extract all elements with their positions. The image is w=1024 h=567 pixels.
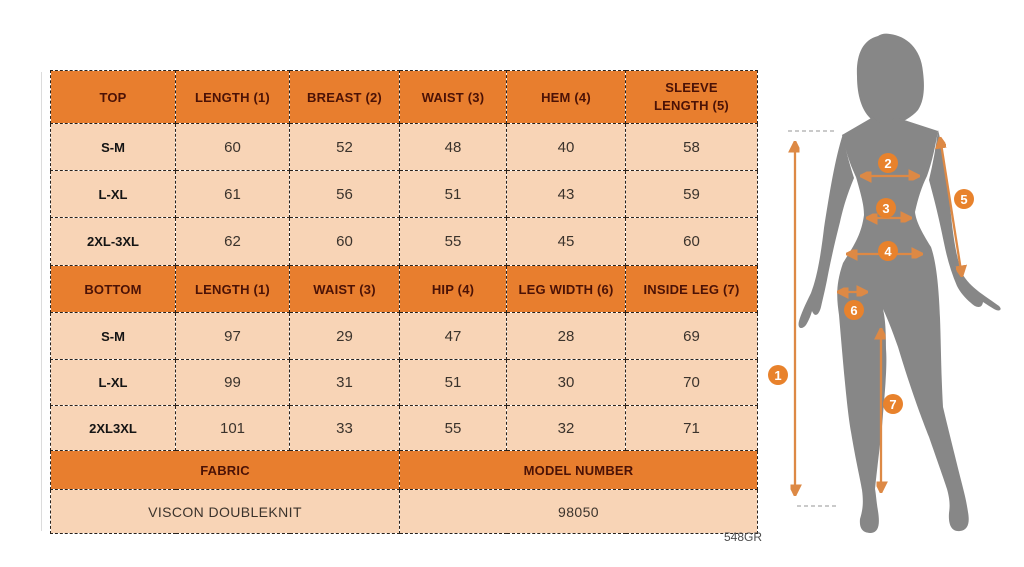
column-header: INSIDE LEG (7) xyxy=(626,266,758,313)
marker-number: 2 xyxy=(884,155,892,171)
measurement-value: 60 xyxy=(176,124,290,171)
fabric-header: FABRIC xyxy=(51,451,400,490)
measurement-value: 56 xyxy=(290,171,400,218)
figure-marker-1 xyxy=(768,365,788,385)
silhouette-head xyxy=(857,34,924,126)
table-row xyxy=(51,171,758,218)
size-label: S-M xyxy=(51,313,176,360)
info-value-row xyxy=(51,490,758,534)
column-header: LENGTH (1) xyxy=(176,266,290,313)
measurement-value: 69 xyxy=(626,313,758,360)
marker-number: 4 xyxy=(884,243,892,259)
measurement-value: 47 xyxy=(400,313,507,360)
measurement-value: 33 xyxy=(290,406,400,451)
table-row xyxy=(51,313,758,360)
measurement-figure xyxy=(760,0,1024,567)
page-edge-line xyxy=(41,72,42,531)
size-label: 2XL3XL xyxy=(51,406,176,451)
table-row xyxy=(51,218,758,266)
measurement-value: 71 xyxy=(626,406,758,451)
column-header: WAIST (3) xyxy=(290,266,400,313)
measurement-value: 60 xyxy=(290,218,400,266)
marker-number: 5 xyxy=(960,191,968,207)
column-header: LENGTH (1) xyxy=(176,71,290,124)
measurement-value: 62 xyxy=(176,218,290,266)
measurement-value: 29 xyxy=(290,313,400,360)
figure-marker-4 xyxy=(878,241,898,261)
measurement-value: 101 xyxy=(176,406,290,451)
table-row xyxy=(51,360,758,406)
measurement-value: 31 xyxy=(290,360,400,406)
measurement-value: 55 xyxy=(400,218,507,266)
table-row xyxy=(51,124,758,171)
size-label: S-M xyxy=(51,124,176,171)
measurement-value: 97 xyxy=(176,313,290,360)
measurement-value: 55 xyxy=(400,406,507,451)
measurement-value: 32 xyxy=(507,406,626,451)
measurement-value: 40 xyxy=(507,124,626,171)
silhouette-right-arm xyxy=(929,130,1001,310)
info-header-row xyxy=(51,451,758,490)
section-title-top: TOP xyxy=(51,71,176,124)
size-label: L-XL xyxy=(51,171,176,218)
measurement-value: 28 xyxy=(507,313,626,360)
measurement-value: 99 xyxy=(176,360,290,406)
top-header-row xyxy=(51,71,758,124)
model-number-value: 98050 xyxy=(400,490,758,534)
measurement-value: 30 xyxy=(507,360,626,406)
section-title-bottom: BOTTOM xyxy=(51,266,176,313)
size-label: L-XL xyxy=(51,360,176,406)
table-row xyxy=(51,406,758,451)
fabric-value: VISCON DOUBLEKNIT xyxy=(51,490,400,534)
measurement-value: 51 xyxy=(400,360,507,406)
size-label: 2XL-3XL xyxy=(51,218,176,266)
female-silhouette xyxy=(799,34,1001,533)
measurement-value: 52 xyxy=(290,124,400,171)
column-header: HEM (4) xyxy=(507,71,626,124)
model-number-header: MODEL NUMBER xyxy=(400,451,758,490)
measurement-value: 45 xyxy=(507,218,626,266)
column-header: LEG WIDTH (6) xyxy=(507,266,626,313)
measurement-value: 48 xyxy=(400,124,507,171)
figure-marker-5 xyxy=(954,189,974,209)
column-header: WAIST (3) xyxy=(400,71,507,124)
marker-number: 6 xyxy=(850,302,858,318)
column-header: HIP (4) xyxy=(400,266,507,313)
marker-number: 3 xyxy=(882,200,890,216)
size-chart-table xyxy=(50,70,758,534)
marker-number: 1 xyxy=(774,367,782,383)
style-code: 548GR xyxy=(723,530,762,544)
measurement-value: 70 xyxy=(626,360,758,406)
measurement-value: 58 xyxy=(626,124,758,171)
column-header: BREAST (2) xyxy=(290,71,400,124)
measurement-value: 51 xyxy=(400,171,507,218)
measurement-value: 59 xyxy=(626,171,758,218)
figure-marker-3 xyxy=(876,198,896,218)
figure-marker-7 xyxy=(883,394,903,414)
bottom-header-row xyxy=(51,266,758,313)
measurement-value: 60 xyxy=(626,218,758,266)
figure-marker-2 xyxy=(878,153,898,173)
marker-number: 7 xyxy=(889,396,897,412)
measurement-value: 61 xyxy=(176,171,290,218)
column-header: SLEEVE LENGTH (5) xyxy=(626,71,758,124)
measurement-value: 43 xyxy=(507,171,626,218)
figure-marker-6 xyxy=(844,300,864,320)
silhouette-torso-legs xyxy=(837,117,969,533)
